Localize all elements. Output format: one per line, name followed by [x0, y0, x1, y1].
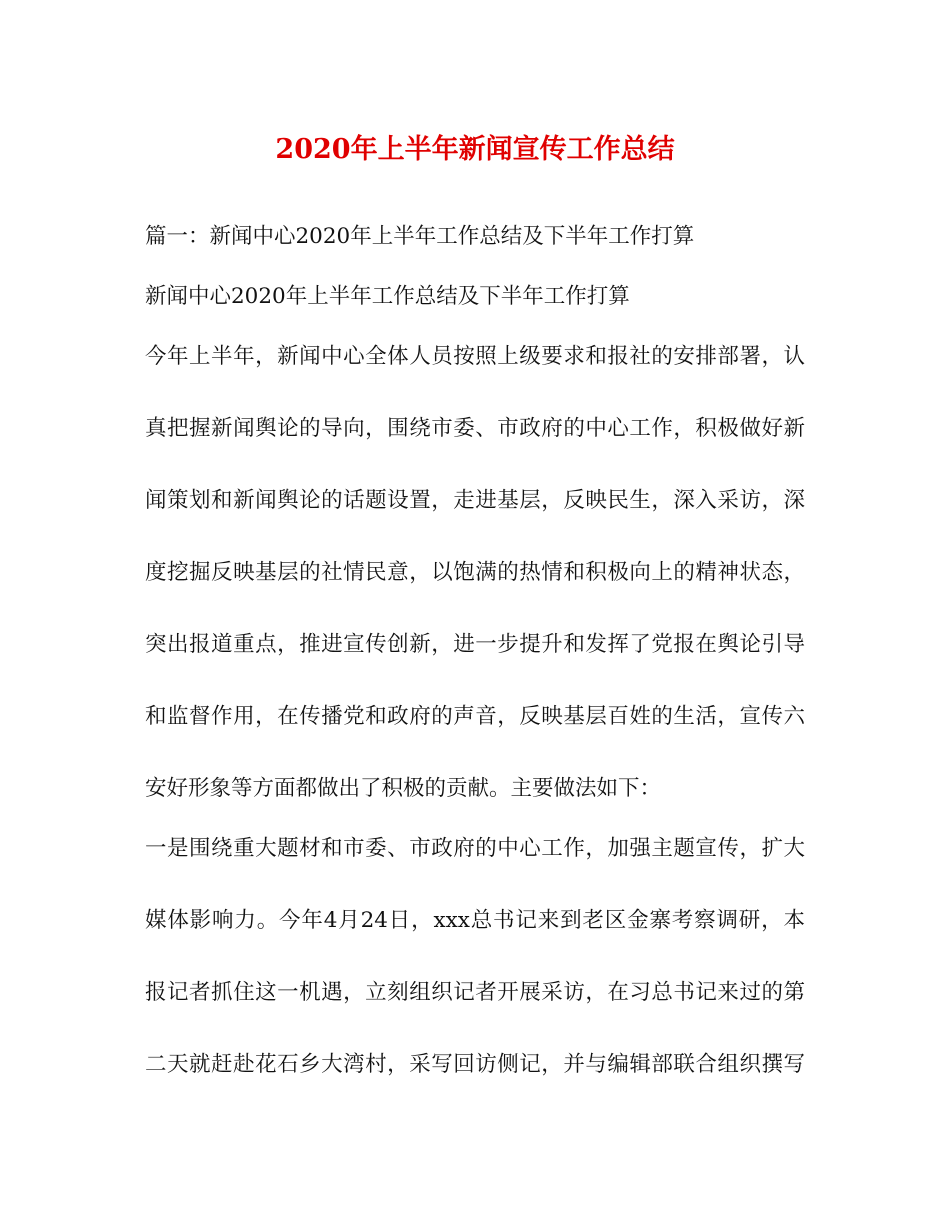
body-line: 安好形象等方面都做出了积极的贡献。主要做法如下：	[145, 776, 662, 801]
body-line: 媒体影响力。今年4月24日，xxx总书记来到老区金寨考察调研，本	[145, 908, 805, 933]
body-line: 报记者抓住这一机遇，立刻组织记者开展采访，在习总书记来过的第	[145, 980, 805, 1005]
body-line: 真把握新闻舆论的导向，围绕市委、市政府的中心工作，积极做好新	[145, 416, 805, 441]
section-heading: 篇一：新闻中心2020年上半年工作总结及下半年工作打算	[145, 224, 695, 249]
subheading: 新闻中心2020年上半年工作总结及下半年工作打算	[145, 284, 630, 309]
body-line: 度挖掘反映基层的社情民意，以饱满的热情和积极向上的精神状态，	[145, 560, 805, 585]
body-line: 和监督作用，在传播党和政府的声音，反映基层百姓的生活，宣传六	[145, 704, 805, 729]
body-line: 突出报道重点，推进宣传创新，进一步提升和发挥了党报在舆论引导	[145, 632, 805, 657]
body-line: 一是围绕重大题材和市委、市政府的中心工作，加强主题宣传，扩大	[145, 836, 805, 861]
body-line: 二天就赶赴花石乡大湾村，采写回访侧记，并与编辑部联合组织撰写	[145, 1052, 805, 1077]
body-line: 闻策划和新闻舆论的话题设置，走进基层，反映民生，深入采访，深	[145, 488, 805, 513]
body-line: 今年上半年，新闻中心全体人员按照上级要求和报社的安排部署，认	[145, 344, 805, 369]
document-title: 2020年上半年新闻宣传工作总结	[275, 134, 675, 165]
